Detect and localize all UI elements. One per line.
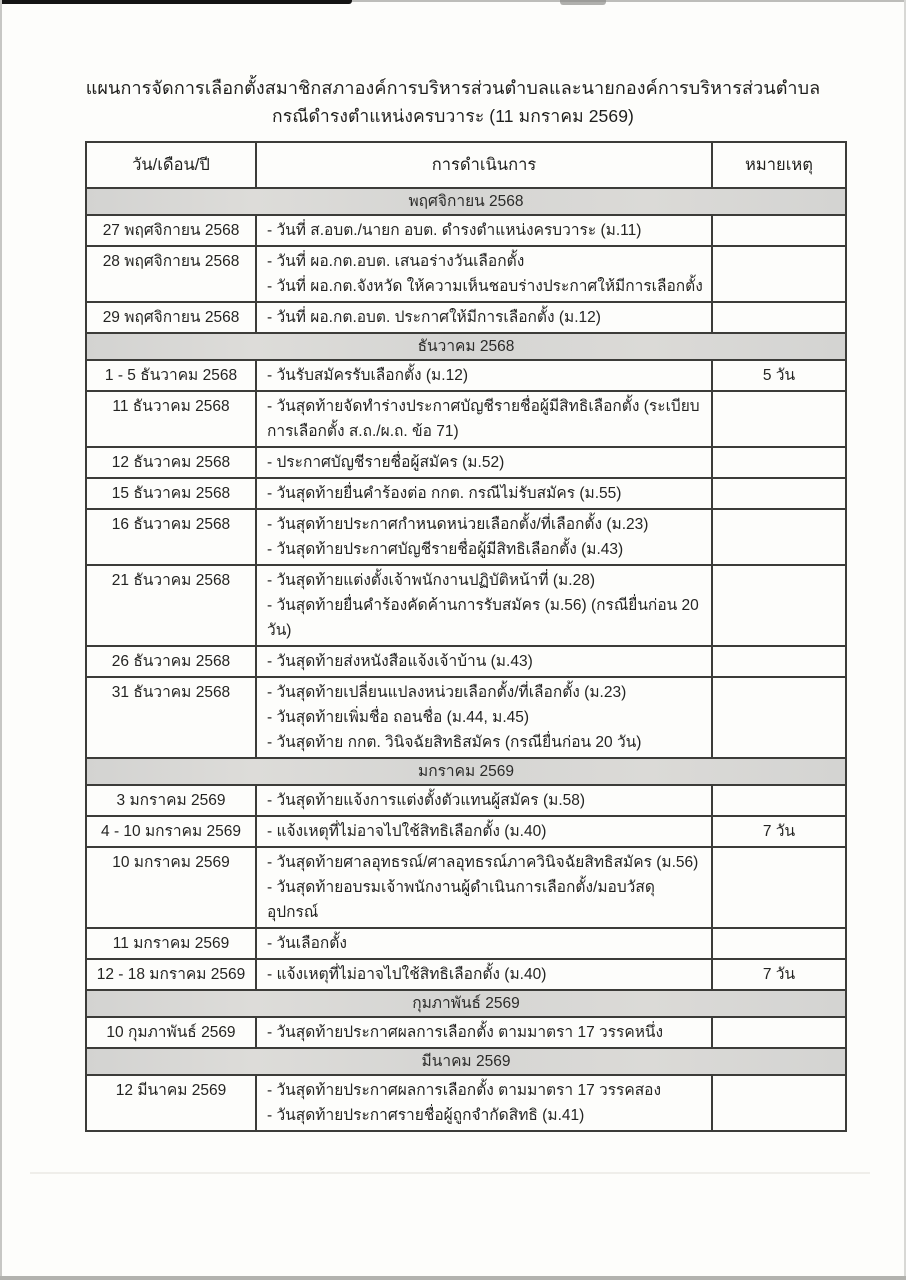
date-cell: 28 พฤศจิกายน 2568 bbox=[86, 246, 256, 302]
action-line: - วันสุดท้ายยื่นคำร้องคัดค้านการรับสมัคร (ม.56) (กรณียื่นก่อน 20 วัน) bbox=[267, 597, 699, 639]
actions-cell bbox=[256, 302, 712, 333]
header-remark-column: หมายเหตุ bbox=[712, 142, 846, 188]
table-row bbox=[86, 447, 846, 478]
actions-cell bbox=[256, 959, 712, 990]
action-line: - วันที่ ผอ.กต.อบต. ประกาศให้มีการเลือกตั้ง (ม.12) bbox=[267, 309, 601, 326]
month-band-label: ธันวาคม 2568 bbox=[86, 333, 846, 360]
table-row bbox=[86, 785, 846, 816]
action-line: - วันสุดท้ายเพิ่มชื่อ ถอนชื่อ (ม.44, ม.45) bbox=[267, 709, 530, 726]
action-line: - วันสุดท้าย กกต. วินิจฉัยสิทธิสมัคร (กรณียื่นก่อน 20 วัน) bbox=[267, 734, 642, 751]
date-cell: 10 มกราคม 2569 bbox=[86, 847, 256, 928]
remark-cell bbox=[712, 646, 846, 677]
table-row bbox=[86, 360, 846, 391]
table-row bbox=[86, 677, 846, 758]
action-line: - วันสุดท้ายแต่งตั้งเจ้าพนักงานปฏิบัติหน้าที่ (ม.28) bbox=[267, 572, 595, 589]
remark-cell bbox=[712, 928, 846, 959]
date-cell: 12 ธันวาคม 2568 bbox=[86, 447, 256, 478]
date-cell: 1 - 5 ธันวาคม 2568 bbox=[86, 360, 256, 391]
table-row bbox=[86, 646, 846, 677]
date-cell: 31 ธันวาคม 2568 bbox=[86, 677, 256, 758]
actions-cell bbox=[256, 928, 712, 959]
actions-cell bbox=[256, 1017, 712, 1048]
title-line-1: แผนการจัดการเลือกตั้งสมาชิกสภาองค์การบริหารส่วนตำบลและนายกองค์การบริหารส่วนตำบล bbox=[85, 78, 821, 98]
action-line: - วันที่ ผอ.กต.อบต. เสนอร่างวันเลือกตั้ง bbox=[267, 253, 525, 270]
remark-cell bbox=[712, 215, 846, 246]
remark-cell bbox=[712, 1017, 846, 1048]
action-line: - แจ้งเหตุที่ไม่อาจไปใช้สิทธิเลือกตั้ง (ม.40) bbox=[267, 966, 547, 983]
remark-cell: 7 วัน bbox=[712, 959, 846, 990]
actions-cell bbox=[256, 785, 712, 816]
action-line: - วันเลือกตั้ง bbox=[267, 935, 347, 952]
schedule-table-body bbox=[86, 188, 846, 1131]
remark-cell bbox=[712, 1075, 846, 1131]
table-row bbox=[86, 1075, 846, 1131]
table-header-row bbox=[86, 142, 846, 188]
action-line: - วันสุดท้ายเปลี่ยนแปลงหน่วยเลือกตั้ง/ที่เลือกตั้ง (ม.23) bbox=[267, 684, 627, 701]
date-cell: 11 มกราคม 2569 bbox=[86, 928, 256, 959]
table-row bbox=[86, 302, 846, 333]
month-section-band bbox=[86, 1048, 846, 1075]
remark-cell bbox=[712, 847, 846, 928]
table-row bbox=[86, 215, 846, 246]
action-line: - วันสุดท้ายอบรมเจ้าพนักงานผู้ดำเนินการเลือกตั้ง/มอบวัสดุอุปกรณ์ bbox=[267, 879, 655, 921]
month-section-band bbox=[86, 333, 846, 360]
month-band-label: มกราคม 2569 bbox=[86, 758, 846, 785]
table-row bbox=[86, 816, 846, 847]
actions-cell bbox=[256, 565, 712, 646]
table-row bbox=[86, 509, 846, 565]
actions-cell bbox=[256, 215, 712, 246]
remark-cell bbox=[712, 478, 846, 509]
action-line: - วันสุดท้ายแจ้งการแต่งตั้งตัวแทนผู้สมัคร (ม.58) bbox=[267, 792, 586, 809]
date-cell: 16 ธันวาคม 2568 bbox=[86, 509, 256, 565]
remark-cell: 5 วัน bbox=[712, 360, 846, 391]
title-line-2: กรณีดำรงตำแหน่งครบวาระ (11 มกราคม 2569) bbox=[272, 106, 634, 126]
action-line: - วันสุดท้ายประกาศกำหนดหน่วยเลือกตั้ง/ที่เลือกตั้ง (ม.23) bbox=[267, 516, 649, 533]
month-band-label: พฤศจิกายน 2568 bbox=[86, 188, 846, 215]
month-section-band bbox=[86, 990, 846, 1017]
actions-cell bbox=[256, 509, 712, 565]
action-line: - วันสุดท้ายประกาศบัญชีรายชื่อผู้มีสิทธิเลือกตั้ง (ม.43) bbox=[267, 541, 624, 558]
election-schedule-table bbox=[85, 141, 847, 1132]
action-line: - แจ้งเหตุที่ไม่อาจไปใช้สิทธิเลือกตั้ง (ม.40) bbox=[267, 823, 547, 840]
actions-cell bbox=[256, 1075, 712, 1131]
remark-cell bbox=[712, 447, 846, 478]
date-cell: 12 มีนาคม 2569 bbox=[86, 1075, 256, 1131]
remark-cell bbox=[712, 565, 846, 646]
action-line: - วันสุดท้ายจัดทำร่างประกาศบัญชีรายชื่อผู้มีสิทธิเลือกตั้ง (ระเบียบ bbox=[267, 398, 700, 415]
action-line: - วันสุดท้ายยื่นคำร้องต่อ กกต. กรณีไม่รับสมัคร (ม.55) bbox=[267, 485, 622, 502]
date-cell: 12 - 18 มกราคม 2569 bbox=[86, 959, 256, 990]
table-row bbox=[86, 246, 846, 302]
date-cell: 11 ธันวาคม 2568 bbox=[86, 391, 256, 447]
table-row bbox=[86, 928, 846, 959]
action-line: - วันที่ ผอ.กต.จังหวัด ให้ความเห็นชอบร่างประกาศให้มีการเลือกตั้ง bbox=[267, 278, 703, 295]
date-cell: 3 มกราคม 2569 bbox=[86, 785, 256, 816]
table-row bbox=[86, 1017, 846, 1048]
action-line: การเลือกตั้ง ส.ถ./ผ.ถ. ข้อ 71) bbox=[267, 423, 459, 440]
actions-cell bbox=[256, 646, 712, 677]
remark-cell: 7 วัน bbox=[712, 816, 846, 847]
action-line: - วันสุดท้ายประกาศรายชื่อผู้ถูกจำกัดสิทธิ (ม.41) bbox=[267, 1107, 585, 1124]
date-cell: 26 ธันวาคม 2568 bbox=[86, 646, 256, 677]
date-cell: 27 พฤศจิกายน 2568 bbox=[86, 215, 256, 246]
table-row bbox=[86, 565, 846, 646]
month-band-label: กุมภาพันธ์ 2569 bbox=[86, 990, 846, 1017]
remark-cell bbox=[712, 391, 846, 447]
action-line: - วันที่ ส.อบต./นายก อบต. ดำรงตำแหน่งครบวาระ (ม.11) bbox=[267, 222, 642, 239]
actions-cell bbox=[256, 391, 712, 447]
actions-cell bbox=[256, 478, 712, 509]
action-line: - วันสุดท้ายส่งหนังสือแจ้งเจ้าบ้าน (ม.43) bbox=[267, 653, 533, 670]
actions-cell bbox=[256, 677, 712, 758]
month-section-band bbox=[86, 758, 846, 785]
remark-cell bbox=[712, 509, 846, 565]
action-line: - วันสุดท้ายประกาศผลการเลือกตั้ง ตามมาตรา 17 วรรคสอง bbox=[267, 1082, 662, 1099]
actions-cell bbox=[256, 816, 712, 847]
table-row bbox=[86, 847, 846, 928]
date-cell: 29 พฤศจิกายน 2568 bbox=[86, 302, 256, 333]
action-line: - ประกาศบัญชีรายชื่อผู้สมัคร (ม.52) bbox=[267, 454, 505, 471]
table-row bbox=[86, 391, 846, 447]
date-cell: 15 ธันวาคม 2568 bbox=[86, 478, 256, 509]
date-cell: 21 ธันวาคม 2568 bbox=[86, 565, 256, 646]
remark-cell bbox=[712, 246, 846, 302]
month-band-label: มีนาคม 2569 bbox=[86, 1048, 846, 1075]
actions-cell bbox=[256, 246, 712, 302]
date-cell: 4 - 10 มกราคม 2569 bbox=[86, 816, 256, 847]
header-action-column: การดำเนินการ bbox=[256, 142, 712, 188]
actions-cell bbox=[256, 360, 712, 391]
action-line: - วันรับสมัครรับเลือกตั้ง (ม.12) bbox=[267, 367, 468, 384]
action-line: - วันสุดท้ายประกาศผลการเลือกตั้ง ตามมาตรา 17 วรรคหนึ่ง bbox=[267, 1024, 664, 1041]
header-date-column: วัน/เดือน/ปี bbox=[86, 142, 256, 188]
table-row bbox=[86, 959, 846, 990]
remark-cell bbox=[712, 302, 846, 333]
action-line: - วันสุดท้ายศาลอุทธรณ์/ศาลอุทธรณ์ภาควินิจฉัยสิทธิสมัคร (ม.56) bbox=[267, 854, 699, 871]
table-row bbox=[86, 478, 846, 509]
actions-cell bbox=[256, 447, 712, 478]
actions-cell bbox=[256, 847, 712, 928]
remark-cell bbox=[712, 785, 846, 816]
date-cell: 10 กุมภาพันธ์ 2569 bbox=[86, 1017, 256, 1048]
scan-edge-bottom bbox=[0, 1276, 906, 1280]
document-title bbox=[0, 74, 906, 130]
scan-streak bbox=[30, 1172, 870, 1174]
month-section-band bbox=[86, 188, 846, 215]
remark-cell bbox=[712, 677, 846, 758]
